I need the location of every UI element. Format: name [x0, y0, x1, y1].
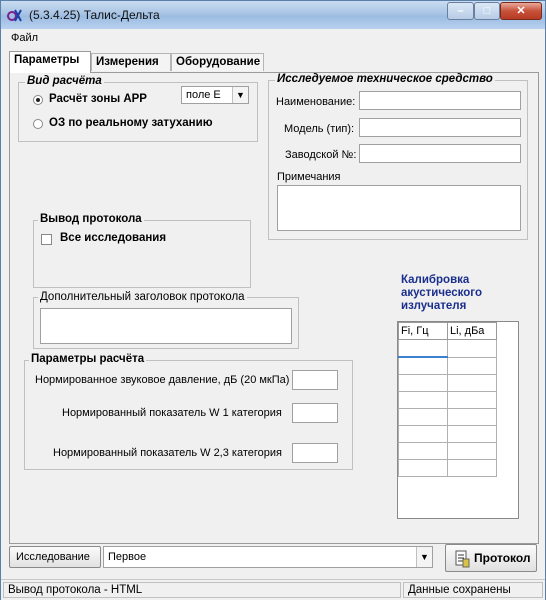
- table-cell[interactable]: [399, 357, 448, 375]
- calibration-title-line1: Калибровка: [401, 274, 470, 286]
- calc-type-group: [18, 75, 258, 142]
- all-studies-checkbox[interactable]: [41, 234, 52, 245]
- calc-params-legend: Параметры расчёта: [31, 353, 145, 365]
- table-cell[interactable]: [448, 340, 497, 358]
- close-button[interactable]: [500, 2, 542, 20]
- chevron-down-icon: ▼: [232, 87, 248, 103]
- table-row[interactable]: [399, 375, 497, 392]
- device-name-field[interactable]: [359, 91, 521, 110]
- table-cell[interactable]: [399, 375, 448, 392]
- radio-arr-zone[interactable]: [33, 95, 43, 105]
- table-row[interactable]: [399, 409, 497, 426]
- device-legend: Исследуемое техническое средство: [277, 73, 493, 85]
- w1-field[interactable]: [292, 403, 338, 423]
- table-cell[interactable]: [448, 460, 497, 477]
- app-logo-icon: [7, 7, 23, 23]
- chevron-down-icon: ▼: [416, 547, 432, 567]
- menu-bar: [1, 29, 545, 47]
- status-right: Данные сохранены: [403, 582, 543, 598]
- device-model-field[interactable]: [359, 118, 521, 137]
- table-cell[interactable]: [399, 426, 448, 443]
- protocol-output-legend: Вывод протокола: [40, 213, 142, 225]
- field-select-value: поле Е: [186, 89, 221, 101]
- table-cell[interactable]: [448, 375, 497, 392]
- all-studies-label[interactable]: Все исследования: [60, 232, 167, 244]
- title-bar[interactable]: [1, 1, 545, 29]
- col-frequency-header[interactable]: Fi, Гц: [399, 323, 448, 340]
- window-title: (5.3.4.25) Талис-Дельта: [29, 8, 160, 22]
- tab-parameters[interactable]: Параметры: [9, 51, 91, 73]
- table-cell[interactable]: [448, 409, 497, 426]
- radio-real-attenuation-label[interactable]: ОЗ по реальному затуханию: [49, 117, 213, 129]
- table-row[interactable]: [399, 426, 497, 443]
- calc-type-legend: Вид расчёта: [27, 75, 102, 87]
- device-notes-field[interactable]: [277, 185, 521, 231]
- table-row[interactable]: [399, 392, 497, 409]
- study-label-box: [9, 546, 101, 568]
- table-row[interactable]: [399, 460, 497, 477]
- device-notes-label: Примечания: [277, 171, 341, 183]
- minimize-button[interactable]: [447, 2, 474, 20]
- sound-pressure-label: Нормированное звуковое давление, дБ (20 мкПа): [35, 374, 290, 386]
- calibration-grid[interactable]: [397, 321, 519, 519]
- protocol-button-label: Протокол: [474, 551, 531, 565]
- calibration-title-line2: акустического: [401, 287, 482, 299]
- w1-label: Нормированный показатель W 1 категория: [62, 407, 282, 419]
- parameters-panel: [9, 72, 539, 544]
- table-cell[interactable]: [399, 340, 448, 358]
- protocol-button[interactable]: [445, 544, 537, 572]
- extra-header-legend: Дополнительный заголовок протокола: [40, 291, 245, 303]
- device-serial-field[interactable]: [359, 144, 521, 163]
- status-bar: [1, 579, 545, 600]
- table-row[interactable]: [399, 443, 497, 460]
- device-model-label: Модель (тип):: [284, 123, 355, 135]
- table-row[interactable]: [399, 357, 497, 375]
- table-cell[interactable]: [399, 409, 448, 426]
- radio-arr-zone-label[interactable]: Расчёт зоны АРР: [49, 93, 147, 105]
- radio-real-attenuation[interactable]: [33, 119, 43, 129]
- table-row[interactable]: [399, 340, 497, 358]
- calibration-title-line3: излучателя: [401, 300, 467, 312]
- tab-measurements[interactable]: Измерения: [91, 53, 171, 71]
- table-cell[interactable]: [448, 426, 497, 443]
- study-label: Исследование: [16, 551, 90, 563]
- w23-field[interactable]: [292, 443, 338, 463]
- maximize-button[interactable]: [474, 2, 500, 20]
- table-cell[interactable]: [448, 443, 497, 460]
- close-icon: ✕: [516, 5, 526, 17]
- w23-label: Нормированный показатель W 2,3 категория: [53, 447, 282, 459]
- table-cell[interactable]: [448, 357, 497, 375]
- calc-params-group: [24, 353, 353, 470]
- printer-icon: [454, 550, 470, 568]
- calibration-table: [398, 322, 497, 477]
- protocol-output-group: [33, 213, 251, 288]
- table-cell[interactable]: [399, 392, 448, 409]
- field-select[interactable]: [181, 86, 249, 104]
- menu-file[interactable]: Файл: [11, 32, 39, 44]
- extra-header-group: [33, 291, 299, 349]
- tab-equipment[interactable]: Оборудование: [171, 53, 264, 71]
- device-name-label: Наименование:: [276, 96, 356, 108]
- status-left: Вывод протокола - HTML: [3, 582, 401, 598]
- table-cell[interactable]: [399, 460, 448, 477]
- device-serial-label: Заводской №:: [285, 149, 357, 161]
- device-group: [268, 73, 528, 240]
- sound-pressure-field[interactable]: [292, 370, 338, 390]
- table-cell[interactable]: [448, 392, 497, 409]
- minimize-icon: –: [457, 5, 464, 17]
- extra-header-field[interactable]: [40, 308, 292, 344]
- calibration-title: [401, 274, 482, 313]
- table-cell[interactable]: [399, 443, 448, 460]
- maximize-icon: □: [483, 5, 491, 17]
- col-level-header[interactable]: Li, дБа: [448, 323, 497, 340]
- study-select[interactable]: [103, 546, 433, 568]
- study-select-value: Первое: [108, 551, 147, 563]
